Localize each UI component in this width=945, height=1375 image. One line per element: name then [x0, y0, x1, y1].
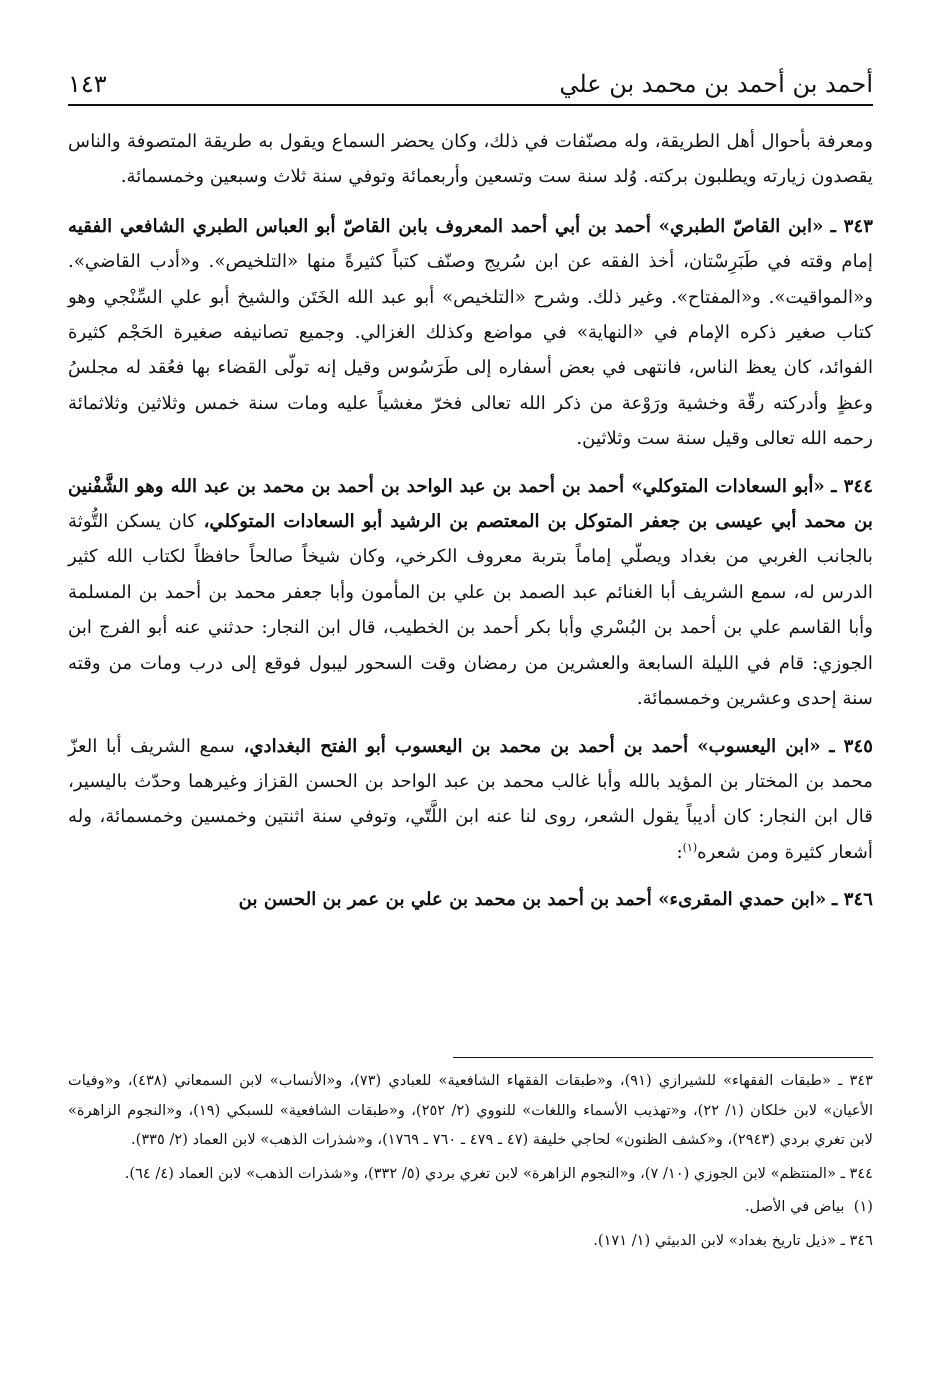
- footnotes: [68, 1066, 873, 1259]
- footnote-marker: (١): [682, 840, 698, 854]
- entry-345: [68, 729, 873, 871]
- footnote-text: «ذيل تاريخ بغداد» لابن الدبيثي (١/ ١٧١).: [593, 1231, 836, 1249]
- entry-346: [68, 882, 873, 917]
- footnote-344: [68, 1159, 873, 1189]
- footnote-number: ٣٤٤ ـ: [840, 1164, 873, 1182]
- entry-heading: «أبو السعادات المتوكلي» أحمد بن أحمد بن عبد الواحد بن أحمد بن محمد بن عبد الله وهو الشَّفْنين بن محمد أبي عيسى بن جعفر المتوكل بن المعتصم بن الرشيد أبو السعادات المتوكلي،: [68, 475, 873, 533]
- entry-number: ٣٤٣ ـ: [830, 215, 873, 237]
- footnote-text: «طبقات الفقهاء» للشيرازي (٩١)، و«طبقات الفقهاء الشافعية» للعبادي (٧٣)، و«الأنساب» لابن السمعاني (٤٣٨)، و«وفيات الأعيان» لابن خلكان (١/ ٢٢)، و«تهذيب الأسماء واللغات» للنووي (٢/ ٢٥٢)، و«طبقات الشافعية» للسبكي (١٩)، و«النجوم الزاهرة» لابن تغري بردي (٢٩٤٣)، و«كشف الظنون» لحاجي خليفة (٤٧ ـ ٤٧٩ ـ ٧٦٠ ـ ١٧٦٩)، و«شذرات الذهب» لابن العماد (٢/ ٣٣٥).: [68, 1072, 873, 1148]
- footnote-number: ٣٤٣ ـ: [838, 1072, 873, 1089]
- entry-body: كان يسكن التُّوثة بالجانب الغربي من بغداد ويصلّي إماماً بتربة معروف الكرخي، وكان شيخاً صالحاً حافظاً لكتاب الله كثير الدرس له، سمع الشريف أبا الغنائم عبد الصمد بن علي بن المأمون وأبا جعفر محمد بن أحمد بن المسلمة وأبا القاسم علي بن أحمد بن البُسْري وأبا بكر أحمد بن الخطيب، قال ابن النجار: حدثني عنه أبو الفرج ابن الجوزي: قام في الليلة السابعة والعشرين من رمضان وقت السحور ليبول فوقع إلى درب ومات من وقته سنة إحدى وعشرين وخمسمائة.: [68, 511, 873, 710]
- footnote-rule: [453, 1057, 873, 1058]
- footnote-number: (١): [853, 1198, 873, 1215]
- entry-number: ٣٤٦ ـ: [832, 889, 873, 911]
- entry-body: إمام وقته في طَبَرِسْتان، أخذ الفقه عن ابن سُريج وصنّف كتباً كثيرةً منها «التلخيص». و«أدب القاضي». و«المواقيت». و«المفتاح». وغير ذلك. وشرح «التلخيص» أبو عبد الله الخَتَن والشيخ أبو علي السِّنْجي وهو كتاب صغير ذكره الإمام في «النهاية» في مواضع وكذلك الغزالي. وجميع تصانيفه صغيرة الحَجْم كثيرة الفوائد، كان يعظ الناس، فانتهى في بعض أسفاره إلى طَرَسُوس وقيل إنه تولّى القضاء بها فعُقد له مجلسُ وعظٍ وأدركته رقّة وخشية ورَوْعة من ذكر الله تعالى فخرّ مغشياً عليه ومات سنة خمس وثلاثين وثلاثمائة رحمه الله تعالى وقيل سنة ست وثلاثين.: [68, 251, 873, 450]
- intro-paragraph: ومعرفة بأحوال أهل الطريقة، وله مصنّفات في ذلك، وكان يحضر السماع ويقول به طريقة المتصوفة والناس يقصدون زيارته ويطلبون بركته. وُلد سنة ست وتسعين وأربعمائة وتوفي سنة ثلاث وسبعين وخمسمائة.: [68, 131, 873, 188]
- entry-343: [68, 209, 873, 457]
- entry-heading: «ابن اليعسوب» أحمد بن أحمد بن محمد بن اليعسوب أبو الفتح البغدادي،: [243, 735, 821, 757]
- page-number: ١٤٣: [68, 70, 107, 98]
- running-title: أحمد بن أحمد بن محمد بن علي: [559, 70, 873, 98]
- entry-number: ٣٤٥ ـ: [829, 735, 873, 757]
- footnote-343: [68, 1066, 873, 1155]
- header-rule: [68, 104, 873, 106]
- entry-heading: «ابن حمدي المقرىء» أحمد بن أحمد بن محمد بن علي بن عمر بن الحسن بن: [238, 889, 827, 911]
- entry-tail: :: [676, 841, 683, 863]
- entry-number: ٣٤٤ ـ: [831, 475, 873, 497]
- footnote-346: [68, 1226, 873, 1256]
- footnote-1: [68, 1192, 873, 1222]
- footnote-text: «المنتظم» لابن الجوزي (١٠/ ٧)، و«النجوم الزاهرة» لابن تغري بردي (٥/ ٣٣٢)، و«شذرات الذهب» لابن العماد (٤/ ٦٤).: [124, 1164, 836, 1182]
- entry-body: سمع الشريف أبا العزّ محمد بن المختار بن المؤيد بالله وأبا غالب محمد بن عبد الواحد بن الحسن القزاز وغيرهما وحدّث باليسير، قال ابن النجار: كان أديباً يقول الشعر، روى لنا عنه ابن اللَّتّي، وتوفي سنة اثنتين وخمسين وخمسمائة، وله أشعار كثيرة ومن شعره: [68, 735, 873, 863]
- footnote-number: ٣٤٦ ـ: [840, 1231, 873, 1249]
- entry-heading: «ابن القاصّ الطبري» أحمد بن أبي أحمد المعروف بابن القاصّ أبو العباس الطبري الشافعي الفقيه: [68, 215, 824, 237]
- footnote-text: بياض في الأصل.: [745, 1198, 845, 1215]
- main-text: [68, 124, 873, 930]
- running-header: [68, 58, 873, 98]
- entry-344: [68, 469, 873, 717]
